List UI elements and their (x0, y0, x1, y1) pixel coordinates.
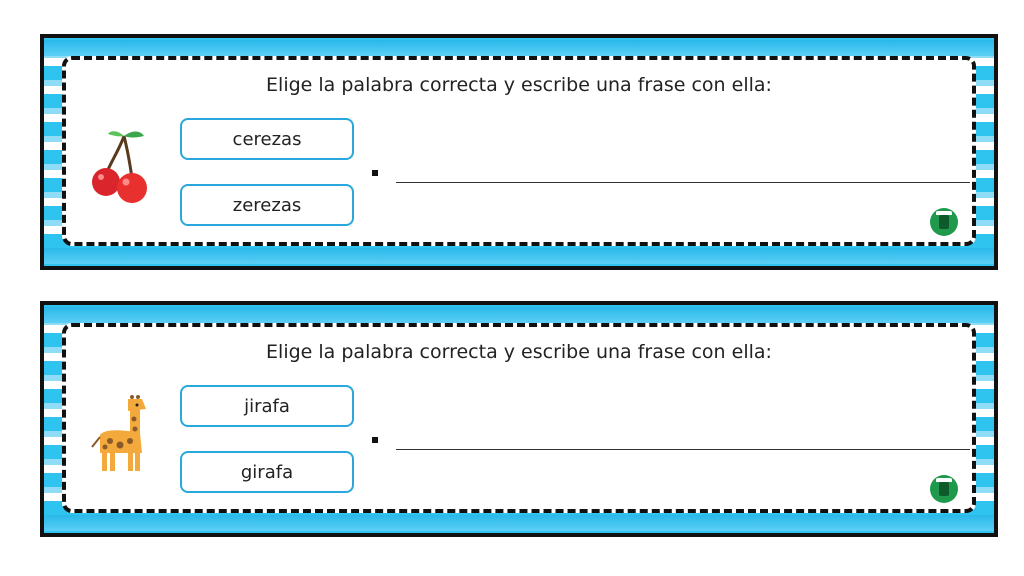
card-inner-frame (62, 56, 976, 246)
brand-logo (930, 208, 958, 236)
decorative-stripe (44, 307, 994, 323)
bullet-dot (372, 170, 378, 176)
instruction-text: Elige la palabra correcta y escribe una frase con ella: (266, 341, 772, 363)
bullet-dot (372, 437, 378, 443)
word-option-1[interactable]: cerezas (180, 118, 354, 160)
word-option-2[interactable]: girafa (180, 451, 354, 493)
card-inner-frame (62, 323, 976, 513)
logo-icon (939, 215, 949, 229)
logo-icon (939, 482, 949, 496)
decorative-stripe (44, 515, 994, 531)
exercise-card-1 (40, 34, 998, 270)
answer-line[interactable] (396, 182, 970, 183)
brand-logo (930, 475, 958, 503)
word-option-1[interactable]: jirafa (180, 385, 354, 427)
exercise-card-2 (40, 301, 998, 537)
decorative-stripe (44, 248, 994, 264)
cherries-image (90, 128, 156, 208)
word-option-2[interactable]: zerezas (180, 184, 354, 226)
giraffe-image (90, 395, 156, 475)
decorative-stripe (44, 40, 994, 56)
answer-line[interactable] (396, 449, 970, 450)
instruction-text: Elige la palabra correcta y escribe una frase con ella: (266, 74, 772, 96)
